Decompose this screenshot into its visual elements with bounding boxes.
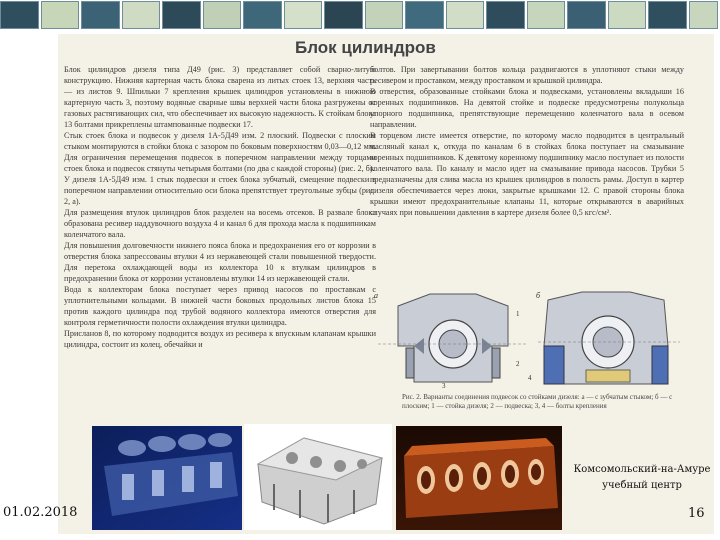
figure-label: б	[536, 291, 541, 300]
paragraph: Стык стоек блока и подвесок у дизеля 1А-5Д49 изм. 2 плоский. Подвески с плоским стыком монтируются в стойки блока с зазором по боковым поверхностям 0,03—0,12 мм. Для ограничения перемещения подвесок в поперечном направлении между торцами стоек блока и подвесок стянуты четырьмя болтами (по два с каждой стороны) (рис. 2, б).	[64, 131, 376, 173]
paragraph: Вода к коллекторам блока поступает через привод насосов по проставкам с уплотнительными кольцами. В нижней части боковых продольных листов блока 15 против каждого цилиндра под трубой водяного коллектора имеются отверстия для контроля герметичности полости охлаждения втулки цилиндра.	[64, 285, 376, 327]
figure-label: а	[374, 291, 378, 300]
figure-caption: Рис. 2. Варианты соединения подвесок со стойками дизеля: а — с зубчатым стыком; б — с плоским; 1 — стойка дизеля; 2 — подвеска; 3, 4 — болты крепления	[402, 393, 673, 410]
slide-date: 01.02.2018	[3, 505, 78, 520]
header-decor-block	[608, 1, 647, 29]
engine-block-photo-1	[92, 426, 242, 530]
header-decor-block	[405, 1, 444, 29]
header-decor-block	[446, 1, 485, 29]
paragraph: Блок цилиндров дизеля типа Д49 (рис. 3) представляет собой сварно-литую конструкцию. Нижняя картерная часть блока сварена из литых стоек 13, верхняя часть — из листов 9. Шпильки 7 крепления крышек цилиндров установлены в нижнюю картерную часть 3, поэтому водяные сварные швы верхней части блока разгружены от газовых растягивающих сил, что обеспечивает их высокую надежность. К стойкам блока 13 болтами прикреплены штампованные подвески 17.	[64, 65, 376, 129]
drawing-view-b	[538, 292, 680, 384]
engine-block-photo-3	[396, 426, 562, 530]
header-decor-block	[567, 1, 606, 29]
text-column-right	[370, 64, 684, 278]
paragraph: В торцевом листе имеется отверстие, по которому масло подводится в центральный масляный канал к, откуда по каналам 6 в стойках блока поступает на смазывание коренных подшипников. К девятому коренному подшипнику масло поступает из полости коленчатого вала. По каналу и масло идет на смазывание привода насосов. Трубки 5 предназначены для слива масла из крышек цилиндров в полость рамы. Доступ в картер дизеля обеспечивается через люки, закрытые крышками 12. С правой стороны блока крышки имеют предохранительные клапаны 11, которые открываются в аварийных случаях при повышении давления в картере дизеля более 0,5 кгс/см².	[370, 131, 684, 217]
paragraph: Присланов 8, по которому подводится воздух из ресивера к впускным клапанам крышки цилиндра, состоит из колец, обечайки и	[64, 329, 376, 349]
figure-label: 2	[516, 360, 520, 368]
paragraph: Для повышения долговечности нижнего пояса блока и предохранения его от коррозии в отверстия блока запрессованы втулки 4 из нержавеющей стали повышенной твердости. Для перетока охлаждающей воды из коллектора 10 к втулкам цилиндров в предохранении блока от коррозии установлены втулки 14 из нержавеющей стали.	[64, 241, 376, 283]
organization-label	[572, 462, 712, 494]
drawing-view-a	[378, 294, 528, 382]
paragraph: болтов. При завертывании болтов кольца раздвигаются в уплотняют стыки между ресивером и проставком, между проставком и крышкой цилиндра.	[370, 65, 684, 85]
header-decor-block	[81, 1, 120, 29]
engine-block-photo-2	[244, 424, 392, 530]
header-decor-block	[648, 1, 687, 29]
figure-label: 4	[528, 374, 532, 382]
paragraph: Для размещения втулок цилиндров блок разделен на восемь отсеков. В развале блока образована ресивер наддувочного воздуха 4 и канал 6 для прохода масла к подшипникам коленчатого вала.	[64, 208, 376, 239]
header-decor-block	[527, 1, 566, 29]
figure-label: 1	[516, 310, 520, 318]
header-decor-block	[284, 1, 323, 29]
text-column-left	[64, 64, 376, 420]
paragraph: У дизеля 1А-5Д49 изм. 1 стык подвески и стоек блока зубчатый, смещение подвески в поперечном направлении относительно оси блока препятствует треугольные зубцы (рис. 2, а).	[64, 175, 376, 206]
header-decor-block	[243, 1, 282, 29]
header-decor-bar	[0, 0, 720, 28]
header-decor-block	[41, 1, 80, 29]
header-decor-block	[122, 1, 161, 29]
paragraph: В отверстия, образованные стойками блока и подвесками, установлены вкладыши 16 коренных подшипников. На девятой стойке и подвеске предусмотрены полукольца упорного подшипника, препятствующие перемещению коленчатого вала в осевом направлении.	[370, 87, 684, 129]
header-decor-block	[689, 1, 718, 29]
header-decor-block	[162, 1, 201, 29]
technical-drawing	[368, 286, 686, 390]
header-decor-block	[203, 1, 242, 29]
organization-line: Комсомольский-на-Амуре	[573, 464, 711, 475]
page-title: Блок цилиндров	[295, 38, 436, 57]
page-number: 16	[688, 506, 705, 521]
header-decor-block	[486, 1, 525, 29]
organization-line: учебный центр	[602, 480, 682, 491]
header-decor-block	[0, 1, 39, 29]
header-decor-block	[324, 1, 363, 29]
header-decor-block	[365, 1, 404, 29]
figure-label: 3	[442, 382, 446, 390]
